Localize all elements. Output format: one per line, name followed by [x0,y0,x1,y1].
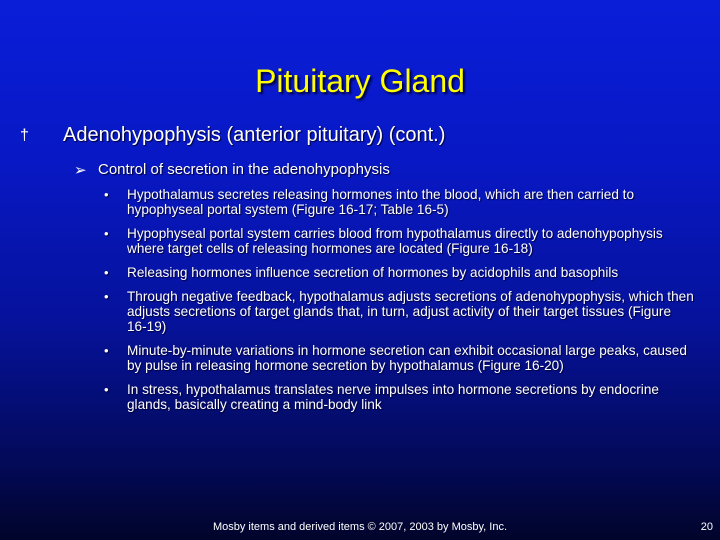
list-item [104,343,694,373]
dot-bullet-icon: • [104,265,109,280]
level1-bullet-text: Adenohypophysis (anterior pituitary) (cont.) [63,124,446,146]
list-item-text: Releasing hormones influence secretion of hormones by acidophils and basophils [127,265,619,280]
level2-bullet-text: Control of secretion in the adenohypophysis [98,161,390,178]
level1-bullet-icon: † [20,127,29,144]
copyright-footer: Mosby items and derived items © 2007, 2003 by Mosby, Inc. [212,521,508,533]
list-item-text: Minute-by-minute variations in hormone secretion can exhibit occasional large peaks, caused by pulse in releasing hormone secretion by hypothalamus (Figure 16-20) [127,343,687,373]
list-item-text: Hypothalamus secretes releasing hormones into the blood, which are then carried to hypophyseal portal system (Figure 16-17; Table 16-5) [127,187,635,217]
dot-bullet-icon: • [104,382,109,397]
list-item [104,226,694,256]
list-item [104,289,694,334]
list-item [104,382,694,412]
dot-bullet-icon: • [104,289,109,304]
dot-bullet-icon: • [104,226,109,241]
page-number: 20 [700,521,713,533]
dot-bullet-icon: • [104,187,109,202]
level3-bullet-list [104,187,694,412]
list-item [104,187,694,217]
arrow-bullet-icon: ➢ [74,162,87,179]
dot-bullet-icon: • [104,343,109,358]
slide-title: Pituitary Gland [255,63,465,99]
list-item-text: Through negative feedback, hypothalamus adjusts secretions of adenohypophysis, which then adjusts secretions of target glands that, in turn, adjust activity of their target tissues (Figure 16-19) [127,289,694,334]
list-item-text: In stress, hypothalamus translates nerve impulses into hormone secretions by endocrine glands, basically creating a mind-body link [127,382,659,412]
list-item-text: Hypophyseal portal system carries blood from hypothalamus directly to adenohypophysis where target cells of releasing hormones are located (Figure 16-18) [127,226,663,256]
list-item [104,265,694,280]
